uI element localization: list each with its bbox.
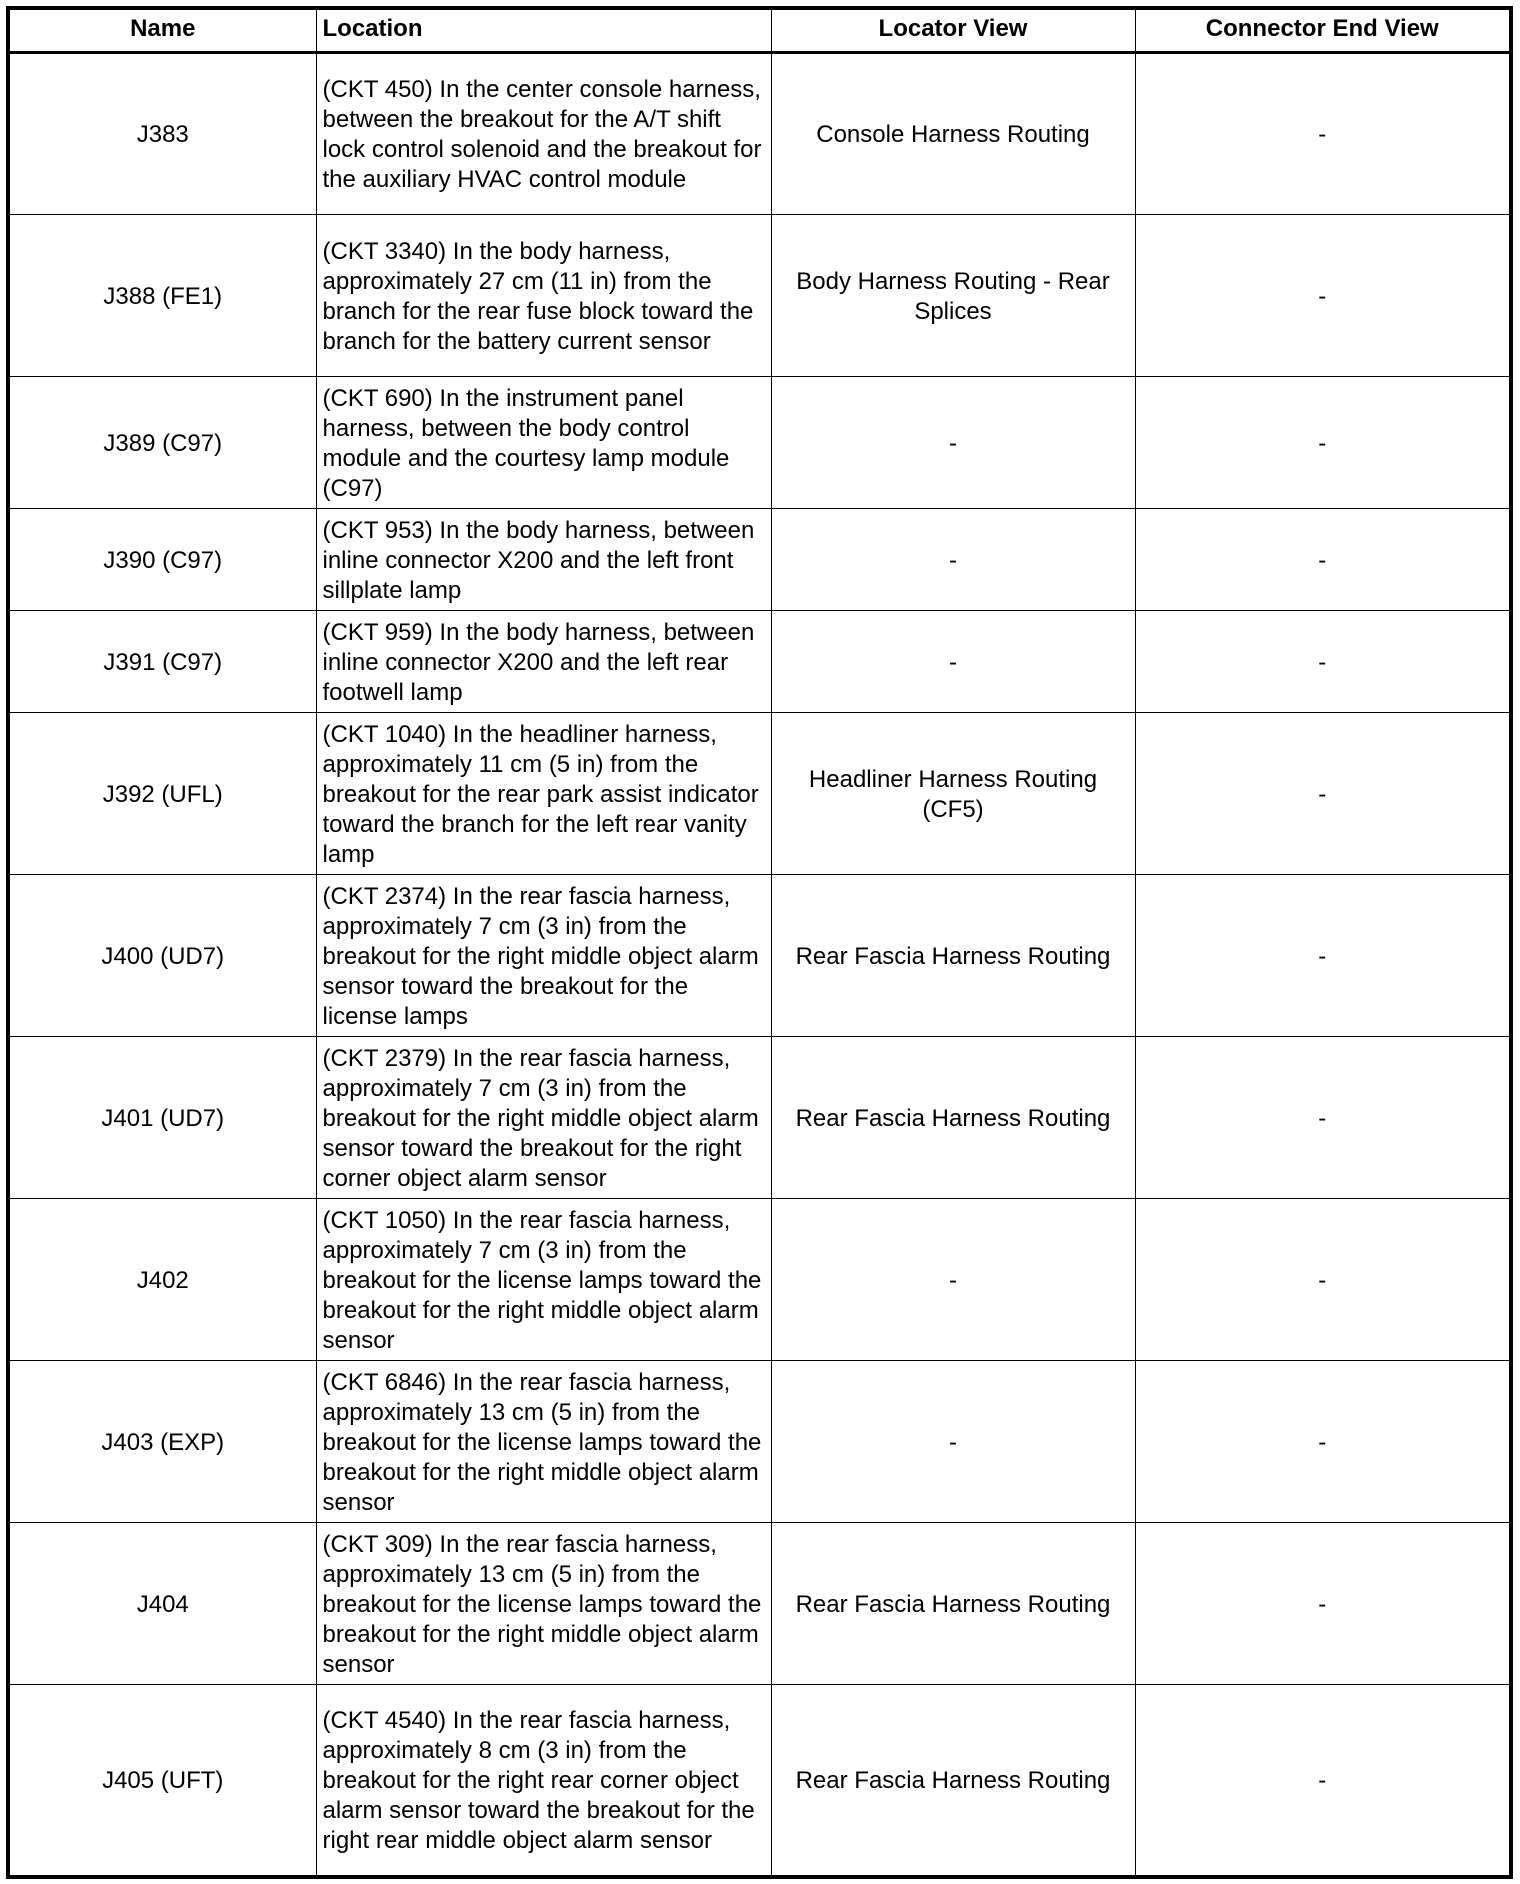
- table-header-row: [8, 8, 1511, 53]
- cell-locator-view: -: [771, 377, 1135, 509]
- cell-name: J392 (UFL): [8, 713, 316, 875]
- table-row: [8, 1361, 1511, 1523]
- table-row: [8, 53, 1511, 215]
- table-row: [8, 377, 1511, 509]
- cell-name: J389 (C97): [8, 377, 316, 509]
- cell-name: J402: [8, 1199, 316, 1361]
- table-row: [8, 875, 1511, 1037]
- cell-name: J391 (C97): [8, 611, 316, 713]
- cell-connector-end-view: -: [1135, 1361, 1511, 1523]
- header-connector-end-view: Connector End View: [1135, 8, 1511, 53]
- cell-name: J405 (UFT): [8, 1685, 316, 1877]
- cell-name: J390 (C97): [8, 509, 316, 611]
- cell-location: (CKT 1050) In the rear fascia harness, approximately 7 cm (3 in) from the breakout for the license lamps toward the breakout for the right middle object alarm sensor: [316, 1199, 771, 1361]
- cell-location: (CKT 959) In the body harness, between inline connector X200 and the left rear footwell lamp: [316, 611, 771, 713]
- cell-locator-view: Rear Fascia Harness Routing: [771, 1523, 1135, 1685]
- header-name: Name: [8, 8, 316, 53]
- cell-name: J403 (EXP): [8, 1361, 316, 1523]
- cell-locator-view: -: [771, 1361, 1135, 1523]
- cell-connector-end-view: -: [1135, 1199, 1511, 1361]
- cell-name: J383: [8, 53, 316, 215]
- cell-locator-view: Headliner Harness Routing (CF5): [771, 713, 1135, 875]
- cell-locator-view: Rear Fascia Harness Routing: [771, 1685, 1135, 1877]
- table-row: [8, 1685, 1511, 1877]
- table-row: [8, 1523, 1511, 1685]
- cell-name: J388 (FE1): [8, 215, 316, 377]
- cell-locator-view: -: [771, 1199, 1135, 1361]
- cell-location: (CKT 3340) In the body harness, approximately 27 cm (11 in) from the branch for the rear fuse block toward the branch for the battery current sensor: [316, 215, 771, 377]
- cell-name: J401 (UD7): [8, 1037, 316, 1199]
- cell-location: (CKT 2374) In the rear fascia harness, approximately 7 cm (3 in) from the breakout for the right middle object alarm sensor toward the breakout for the license lamps: [316, 875, 771, 1037]
- table-row: [8, 1037, 1511, 1199]
- cell-location: (CKT 953) In the body harness, between inline connector X200 and the left front sillplate lamp: [316, 509, 771, 611]
- cell-connector-end-view: -: [1135, 509, 1511, 611]
- cell-connector-end-view: -: [1135, 875, 1511, 1037]
- cell-locator-view: Rear Fascia Harness Routing: [771, 1037, 1135, 1199]
- cell-location: (CKT 1040) In the headliner harness, approximately 11 cm (5 in) from the breakout for the rear park assist indicator toward the branch for the left rear vanity lamp: [316, 713, 771, 875]
- cell-connector-end-view: -: [1135, 1685, 1511, 1877]
- cell-connector-end-view: -: [1135, 377, 1511, 509]
- cell-name: J400 (UD7): [8, 875, 316, 1037]
- cell-location: (CKT 309) In the rear fascia harness, approximately 13 cm (5 in) from the breakout for the license lamps toward the breakout for the right middle object alarm sensor: [316, 1523, 771, 1685]
- table-row: [8, 215, 1511, 377]
- cell-locator-view: Console Harness Routing: [771, 53, 1135, 215]
- splice-table: [6, 6, 1513, 1879]
- table-row: [8, 1199, 1511, 1361]
- cell-connector-end-view: -: [1135, 1037, 1511, 1199]
- cell-connector-end-view: -: [1135, 215, 1511, 377]
- cell-connector-end-view: -: [1135, 53, 1511, 215]
- cell-locator-view: Rear Fascia Harness Routing: [771, 875, 1135, 1037]
- cell-location: (CKT 450) In the center console harness, between the breakout for the A/T shift lock control solenoid and the breakout for the auxiliary HVAC control module: [316, 53, 771, 215]
- cell-connector-end-view: -: [1135, 713, 1511, 875]
- header-locator-view: Locator View: [771, 8, 1135, 53]
- cell-connector-end-view: -: [1135, 611, 1511, 713]
- cell-location: (CKT 4540) In the rear fascia harness, approximately 8 cm (3 in) from the breakout for the right rear corner object alarm sensor toward the breakout for the right rear middle object alarm sensor: [316, 1685, 771, 1877]
- cell-connector-end-view: -: [1135, 1523, 1511, 1685]
- cell-locator-view: Body Harness Routing - Rear Splices: [771, 215, 1135, 377]
- cell-locator-view: -: [771, 611, 1135, 713]
- header-location: Location: [316, 8, 771, 53]
- cell-locator-view: -: [771, 509, 1135, 611]
- table-row: [8, 713, 1511, 875]
- table-row: [8, 509, 1511, 611]
- table-row: [8, 611, 1511, 713]
- cell-location: (CKT 690) In the instrument panel harness, between the body control module and the courtesy lamp module (C97): [316, 377, 771, 509]
- cell-name: J404: [8, 1523, 316, 1685]
- cell-location: (CKT 6846) In the rear fascia harness, approximately 13 cm (5 in) from the breakout for the license lamps toward the breakout for the right middle object alarm sensor: [316, 1361, 771, 1523]
- cell-location: (CKT 2379) In the rear fascia harness, approximately 7 cm (3 in) from the breakout for the right middle object alarm sensor toward the breakout for the right corner object alarm sensor: [316, 1037, 771, 1199]
